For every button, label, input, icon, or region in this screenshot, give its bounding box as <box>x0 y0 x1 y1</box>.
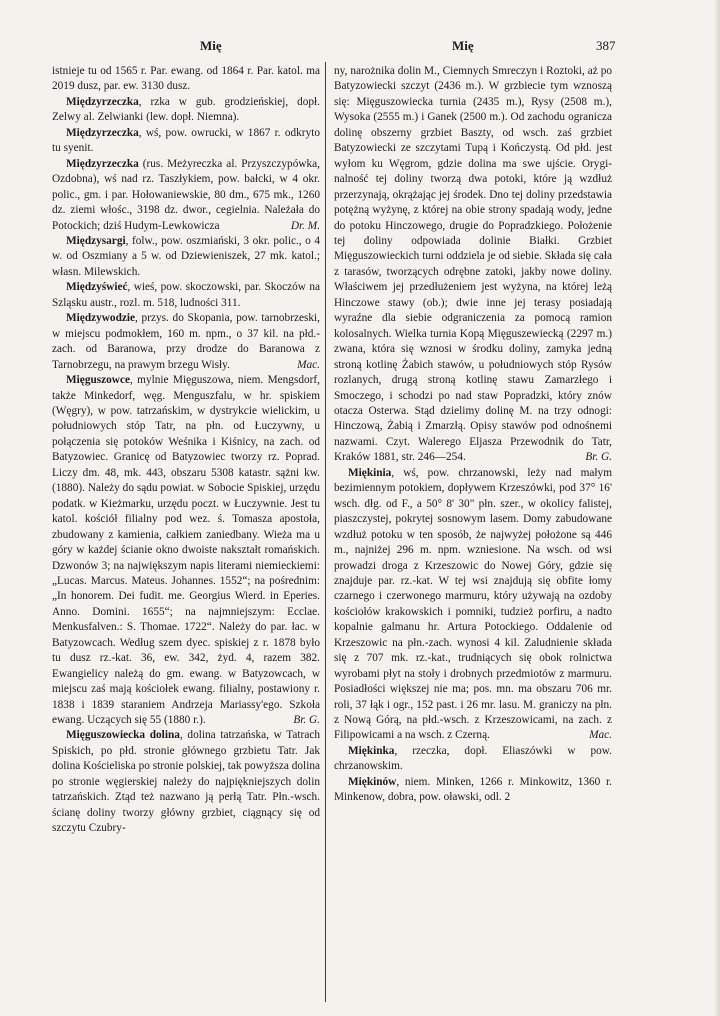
dictionary-entry <box>52 373 320 728</box>
entry-text: , folw., pow. oszmiański, 3 okr. polic., o 4 w. od Oszmiany a 5 w. od Dziewieniszek, 27 mk. katol.; własn. Milewskich. <box>52 234 320 278</box>
entry-headword: Mięguszowiecka dolina <box>66 729 180 742</box>
entry-text: , rzka w gub. grodzieńskiej, dopł. Zelwy al. Zelwianki (lew. dopł. Niemna). <box>52 95 320 124</box>
running-header <box>0 38 720 58</box>
entry-headword: Międzyrzeczka <box>66 157 139 170</box>
dictionary-entry <box>52 728 320 836</box>
entry-text: , wieś, pow. skoczowski, par. Skoczów na Szląsku austr., rozl. m. 518, ludności 311. <box>52 281 320 309</box>
entry-signature: Dr. M. <box>290 219 320 232</box>
entry-headword: Międzyświeć <box>66 281 128 294</box>
entry-headword: Międzyrzeczka <box>66 95 139 108</box>
entry-text: istnieje tu od 1565 r. Par. ewang. od 1864 r. Par. katol. ma 2019 dusz, par. ew. 3130 dusz. <box>52 65 320 93</box>
column-divider <box>325 62 326 1002</box>
entry-headword: Międzysargi <box>66 234 126 247</box>
entry-headword: Miękinia <box>348 466 392 479</box>
entry-headword: Międzyrzeczka <box>66 126 139 139</box>
entry-text: (rus. Meżyreczka al. Przyszczypówka, Ozdobna), wś nad rz. Taszłykiem, pow. bałcki, w 4 okr. polic., gm. i par. Hołowaniewskie, 80 dm., 675 mk., 1260 dz. ziemi włośc., 3198 dz. dwor., cegielnia. Należała do Potockich; dziś Hudym-Lewkowicza <box>52 157 320 232</box>
left-column <box>52 64 320 837</box>
entry-headword: Międzywodzie <box>66 312 136 325</box>
entry-headword: Miękinka <box>348 744 395 757</box>
entry-signature: Br. G. <box>585 451 612 464</box>
entry-signature: Mac. <box>589 729 612 742</box>
dictionary-entry <box>334 466 612 744</box>
entry-signature: Br. G. <box>293 714 320 727</box>
dictionary-entry <box>334 775 612 806</box>
right-column <box>334 64 612 806</box>
entry-signature: Mac. <box>297 358 320 371</box>
entry-text: , wś, pow. chrzanowski, leży nad małym bezimiennym potokiem, dopływem Krzeszówki, pod 37° 16' wsch. dłg. od F., a 50° 8' 30" płn. szer., w okolicy falistej, piaszczystej, pokrytej sosnowym lasem. Domy zabudowane wzdłuż potoku w ten sposób, że najwyżej położone są 446 m., najniżej 296 m. npm. wzniesione. Na wsch. od wsi prowadzi droga z Krzeszowic do Nowej Góry, gdzie się znajduje par. rz.-kat. W tej wsi znajdują się obfite łomy czarnego i czerwonego marmuru, który używają na ozdoby kościołów krakowskich i pomniki, tudzież porfiru, a nadto kopalnie galmanu hr. Artura Potockiego. Oddalenie od Krzeszowic na płn.-zach. wynosi 4 kil. Zaludnienie składa się z 707 mk. rz.-kat., trudniących się obok rolnictwa wyrobami płyt na stoły i drobnych przedmiotów z marmuru. Posiadłości większej nie ma; pos. mn. ma obszaru 706 mr. roli, 37 łąk i ogr., 152 past. i 26 mr. lasu. M. graniczy na płn. z Nową Górą, na płd.-wsch. z Krzeszowicami, na zach. z Filipowicami a na wsch. z Czerną. <box>334 466 612 742</box>
dictionary-entry <box>52 64 320 95</box>
dictionary-entry <box>52 234 320 280</box>
page-edge <box>714 0 720 1016</box>
dictionary-entry <box>52 126 320 157</box>
page-number: 387 <box>596 38 616 53</box>
entry-headword: Miękinów <box>348 775 397 788</box>
dictionary-entry <box>52 280 320 311</box>
entry-text: , niem. Minken, 1266 r. Minkowitz, 1360 r. Minkenow, dobra, pow. oławski, odl. 2 <box>334 775 612 804</box>
entry-text: , rzeczka, dopł. Eliaszówki w pow. chrzanowskim. <box>334 744 612 773</box>
dictionary-entry <box>52 311 320 373</box>
header-left-word: Mię <box>200 38 222 53</box>
entry-text: ny, narożnika dolin M., Ciemnych Smreczyn i Roztoki, aż po Batyzowiecki szczyt (2436 m.). W grzbiecie tym wznoszą się: Mięguszowiecka turnia (2435 m.), Rysy (2508 m.), Wysoka (2555 m.) i Ganek (2500 m.). Od zachodu ogranicza dolinę obszerny grzbiet Baszty, od wsch. zaś grzbiet Batyzowiecki ze szczytami Tupą i Kończystą. Od płd. jest wyłom ku Węgrom, gdzie dolina ma swe ujście. Orygi-nalność tej doliny tworzą dwa potoki, które ją wzdłuż przerzynają, okrążając jej środek. Dno tej doliny przedstawia potężną wyżynę, z której na obie strony spadają wody, jedne do potoku Hinczowego, drugie do Popradzkiego. Położenie tej doliny odpowiada dolinie Białki. Grzbiet Mięguszowieckich turni oddziela je od siebie. Składa się cała z tarasów, tworzących odrębne zatoki, jakby nowe doliny. Właściwem jej przedłużeniem jest wyżyna, na której leżą Hinczowe stawy (ob.); dwie inne jej terasy posiadają wyraźne dla siebie odgraniczenia za pomocą ramion kolosalnych. Wielka turnia Kopą Mięguszewiecką (2297 m.) zwana, która się wznosi w środku doliny, zamyka jedną stroną kotlinę Żabich stawów, u południowych stóp Rysów rozlanych, drugą stroną kotlinę stawu Zamarzłego i Smoczego, i schodzi po nad staw Popradzki, który znów otacza Osterwa. Stąd dzielimy dolinę M. na trzy odnogi: Hinczową, Żabią i Zmarzłą. Opisy stawów pod odnośnemi nazwami. Czyt. Walerego Eljasza Przewodnik do Tatr, Kraków 1881, str. 246—254. <box>334 65 612 464</box>
entry-text: , wś, pow. owrucki, w 1867 r. odkryto tu syenit. <box>52 126 320 155</box>
dictionary-entry <box>52 95 320 126</box>
dictionary-entry <box>334 744 612 775</box>
entry-text: , przys. do Skopania, pow. tarnobrzeski, w miejscu podmokłem, 160 m. npm., o 37 kil. na płd.-zach. od Baranowa, przy drodze do Baranowa z Tarnobrzegu, na prawym brzegu Wisły. <box>52 312 320 371</box>
entry-headword: Mięguszowce <box>66 374 130 387</box>
dictionary-entry <box>52 157 320 234</box>
entry-text: , mylnie Mięguszowa, niem. Mengsdorf, także Minkedorf, węg. Menguszfalu, w hr. spiskiem (Węgry), w pow. tatrzańskim, w dystrykcie wielickim, u południowych stóp Tatr, na płn. od Łuczywny, u połączenia się potoków Weśnika i Kiśnicy, na zach. od Batyzowiec. Granicę od Batyzowiec tworzy rz. Poprad. Liczy dm. 48, mk. 443, obszaru 5308 katastr. sążni kw. (1880). Należy do sądu powiat. w Sobocie Spiskiej, urzędu podatk. w Kieżmarku, urzędu poczt. w Łuczywnie. Jest tu katol. kościół filialny pod wez. ś. Tomasza apostoła, zbudowany z kamienia, całkiem zaniedbany. Wieża ma u góry w każdej ścianie okno dwoiste nakształt romańskich. Dzwonów 3; na największym napis literami niemieckiemi: „Lucas. Marcus. Mateus. Johannes. 1552“; na pośrednim: „In honorem. Dei fudit. me. Georgius Wierd. in Eperies. Anno. Domini. 1655“; na najmniejszym: Ecclae. Menkusfalven.: S. Thomae. 1722“. Należy do par. łac. w Batyzowcach. Według szem dyec. spiskiej z r. 1878 było tu dusz rz.-kat. 36, ew. 342, żyd. 4, razem 382. Ewangielicy należą do gm. ewang. w Batyzowcach, w miejscu zaś mają kościołek ewang. filialny, postawiony r. 1838 i 1839 staraniem Andrzeja Mariassy'ego. Szkoła ewang. Uczących się 55 (1880 r.). <box>52 374 320 727</box>
dictionary-entry <box>334 64 612 466</box>
entry-text: , dolina tatrzańska, w Tatrach Spiskich, po płd. stronie głównego grzbietu Tatr. Jak dolina Kościeliska po stronie polskiej, tak powyższa dolina po stronie węgierskiej należy do najpiękniejszych dolin tatrzańskich. Ztąd też nazwano ją perłą Tatr. Płn.-wsch. ścianę doliny tworzy główny grzbiet, ciągnący się od szczytu Czubry- <box>52 729 320 835</box>
header-center-word: Mię <box>452 38 474 53</box>
